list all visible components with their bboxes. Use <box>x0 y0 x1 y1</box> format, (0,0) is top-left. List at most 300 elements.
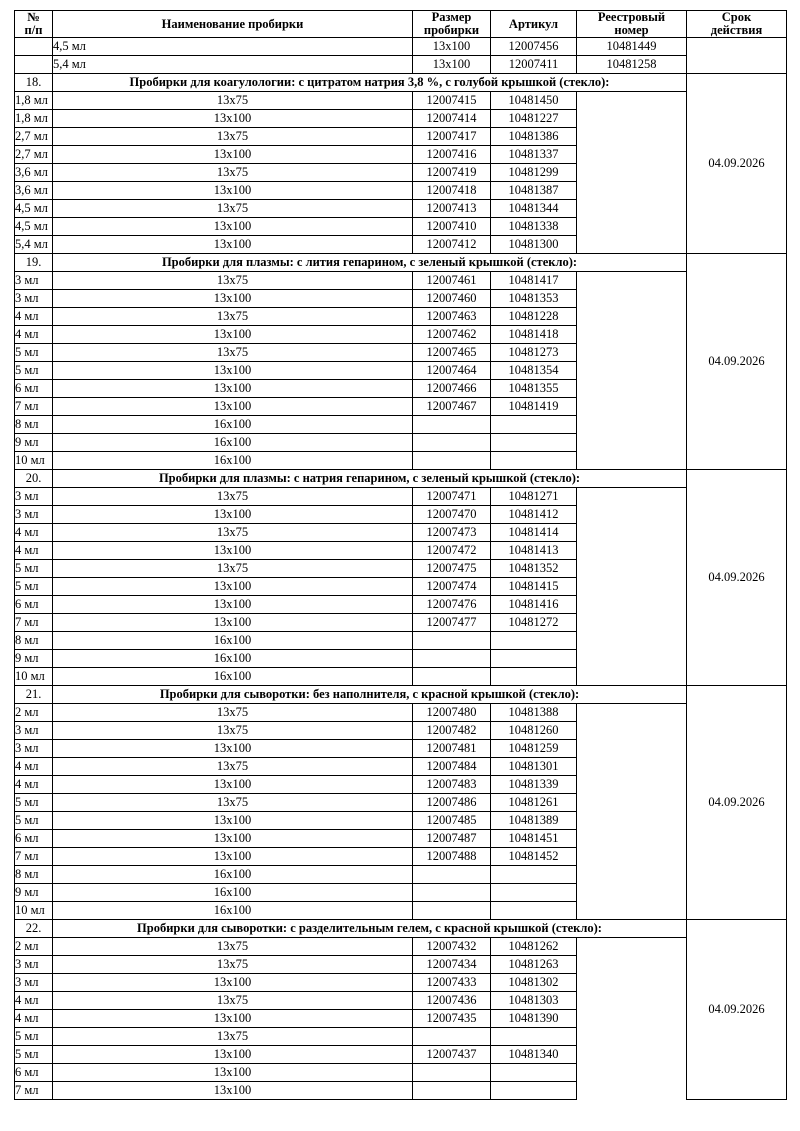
cell-article: 12007470 <box>413 506 491 524</box>
cell-tube-size: 13х75 <box>53 794 413 812</box>
cell-tube-name: 10 мл <box>15 668 53 686</box>
cell-tube-name: 6 мл <box>15 830 53 848</box>
cell-registry-number: 10481340 <box>491 1046 577 1064</box>
cell-tube-name: 5 мл <box>15 578 53 596</box>
section-term: 04.09.2026 <box>687 254 787 470</box>
table-row <box>15 434 787 452</box>
table-row <box>15 812 787 830</box>
cell-tube-size: 13х100 <box>53 236 413 254</box>
cell-tube-size: 16х100 <box>53 902 413 920</box>
column-header-number-line1: № <box>27 10 40 24</box>
table-row <box>15 38 787 56</box>
cell-tube-name: 4 мл <box>15 524 53 542</box>
cell-tube-size: 13х100 <box>53 110 413 128</box>
cell-registry-number: 10481339 <box>491 776 577 794</box>
cell-tube-size: 13х100 <box>53 398 413 416</box>
table-row <box>15 200 787 218</box>
cell-tube-size: 13х75 <box>53 1028 413 1046</box>
cell-term <box>687 38 787 74</box>
row-number <box>15 56 53 74</box>
cell-article: 12007462 <box>413 326 491 344</box>
table-row <box>15 110 787 128</box>
table-row <box>15 1010 787 1028</box>
section-term: 04.09.2026 <box>687 470 787 686</box>
cell-registry-number: 10481389 <box>491 812 577 830</box>
cell-tube-size: 13х100 <box>53 380 413 398</box>
cell-tube-size: 16х100 <box>53 632 413 650</box>
table-row <box>15 632 787 650</box>
cell-article: 12007436 <box>413 992 491 1010</box>
cell-registry-number: 10481353 <box>491 290 577 308</box>
cell-tube-name: 5,4 мл <box>53 56 413 74</box>
cell-registry-number <box>491 1082 577 1100</box>
cell-tube-size: 13х100 <box>413 56 491 74</box>
cell-tube-name: 9 мл <box>15 884 53 902</box>
column-header-number-line2: п/п <box>24 23 43 38</box>
cell-tube-size: 13х75 <box>53 92 413 110</box>
cell-tube-size: 13х100 <box>53 542 413 560</box>
cell-tube-name: 5 мл <box>15 1028 53 1046</box>
cell-article: 12007413 <box>413 200 491 218</box>
cell-registry-number: 10481273 <box>491 344 577 362</box>
cell-tube-name: 5,4 мл <box>15 236 53 254</box>
cell-tube-size: 16х100 <box>53 416 413 434</box>
cell-tube-size: 13х75 <box>53 938 413 956</box>
cell-tube-name: 4,5 мл <box>53 38 413 56</box>
cell-registry-number <box>491 416 577 434</box>
column-header-registry-line1: Реестровый <box>597 10 666 24</box>
cell-tube-name: 4 мл <box>15 776 53 794</box>
section-title: Пробирки для сыворотки: без наполнителя, с красной крышкой (стекло): <box>53 686 687 704</box>
cell-tube-name: 3 мл <box>15 956 53 974</box>
cell-tube-size: 13х100 <box>53 596 413 614</box>
cell-tube-name: 10 мл <box>15 452 53 470</box>
cell-tube-size: 13х100 <box>53 1010 413 1028</box>
cell-tube-size: 13х100 <box>53 326 413 344</box>
table-row <box>15 956 787 974</box>
section-header-row <box>15 74 787 92</box>
cell-tube-size: 13х100 <box>53 146 413 164</box>
cell-article: 12007414 <box>413 110 491 128</box>
cell-registry-number: 10481338 <box>491 218 577 236</box>
cell-tube-name: 2 мл <box>15 704 53 722</box>
cell-tube-size: 16х100 <box>53 434 413 452</box>
table-body <box>15 38 787 1100</box>
cell-tube-size: 13х75 <box>53 560 413 578</box>
cell-tube-name: 6 мл <box>15 596 53 614</box>
cell-article: 12007471 <box>413 488 491 506</box>
section-title: Пробирки для сыворотки: с разделительным гелем, с красной крышкой (стекло): <box>53 920 687 938</box>
table-row <box>15 542 787 560</box>
section-number: 18. <box>15 74 53 92</box>
cell-tube-name: 7 мл <box>15 1082 53 1100</box>
cell-article: 12007477 <box>413 614 491 632</box>
cell-registry-number: 10481452 <box>491 848 577 866</box>
cell-article <box>413 416 491 434</box>
table-row <box>15 650 787 668</box>
cell-article: 12007419 <box>413 164 491 182</box>
table-row <box>15 236 787 254</box>
column-header-registry <box>577 11 687 38</box>
cell-article <box>413 668 491 686</box>
cell-registry-number: 10481300 <box>491 236 577 254</box>
table-row <box>15 902 787 920</box>
cell-tube-size: 13х100 <box>53 1064 413 1082</box>
cell-article: 12007437 <box>413 1046 491 1064</box>
cell-registry-number: 10481417 <box>491 272 577 290</box>
cell-tube-name: 3 мл <box>15 722 53 740</box>
cell-tube-size: 16х100 <box>53 452 413 470</box>
cell-registry-number: 10481258 <box>577 56 687 74</box>
cell-registry-number: 10481415 <box>491 578 577 596</box>
cell-article <box>413 1064 491 1082</box>
cell-tube-name: 3,6 мл <box>15 164 53 182</box>
cell-tube-size: 13х100 <box>53 812 413 830</box>
table-row <box>15 578 787 596</box>
cell-article: 12007433 <box>413 974 491 992</box>
cell-tube-name: 4 мл <box>15 1010 53 1028</box>
table-row <box>15 218 787 236</box>
cell-article <box>413 902 491 920</box>
cell-tube-name: 1,8 мл <box>15 92 53 110</box>
section-term: 04.09.2026 <box>687 686 787 920</box>
cell-article: 12007485 <box>413 812 491 830</box>
header-row <box>15 11 787 38</box>
cell-tube-size: 13х75 <box>53 956 413 974</box>
cell-registry-number: 10481352 <box>491 560 577 578</box>
cell-tube-name: 3 мл <box>15 290 53 308</box>
cell-registry-number: 10481260 <box>491 722 577 740</box>
table-row <box>15 380 787 398</box>
cell-tube-size: 13х75 <box>53 704 413 722</box>
cell-article: 12007435 <box>413 1010 491 1028</box>
table-row <box>15 524 787 542</box>
cell-registry-number: 10481387 <box>491 182 577 200</box>
cell-tube-name: 7 мл <box>15 848 53 866</box>
cell-tube-name: 7 мл <box>15 398 53 416</box>
cell-registry-number: 10481419 <box>491 398 577 416</box>
cell-tube-size: 13х100 <box>53 182 413 200</box>
cell-article: 12007410 <box>413 218 491 236</box>
table-row <box>15 452 787 470</box>
cell-registry-number: 10481355 <box>491 380 577 398</box>
cell-tube-size: 13х100 <box>53 578 413 596</box>
cell-article: 12007488 <box>413 848 491 866</box>
cell-article: 12007456 <box>491 38 577 56</box>
cell-tube-size: 13х100 <box>53 1082 413 1100</box>
cell-tube-name: 10 мл <box>15 902 53 920</box>
cell-registry-number: 10481390 <box>491 1010 577 1028</box>
cell-tube-size: 13х75 <box>53 758 413 776</box>
cell-article <box>413 884 491 902</box>
table-row <box>15 668 787 686</box>
table-row <box>15 848 787 866</box>
table-row <box>15 758 787 776</box>
table-row <box>15 398 787 416</box>
cell-tube-size: 13х100 <box>53 362 413 380</box>
cell-article <box>413 632 491 650</box>
column-header-size-line2: пробирки <box>423 23 480 38</box>
section-number: 19. <box>15 254 53 272</box>
cell-tube-name: 3,6 мл <box>15 182 53 200</box>
cell-article: 12007412 <box>413 236 491 254</box>
cell-registry-number <box>491 434 577 452</box>
cell-tube-name: 4 мл <box>15 758 53 776</box>
cell-tube-name: 8 мл <box>15 632 53 650</box>
cell-registry-number: 10481261 <box>491 794 577 812</box>
cell-registry-number: 10481412 <box>491 506 577 524</box>
cell-tube-size: 13х75 <box>53 272 413 290</box>
table-row <box>15 164 787 182</box>
cell-article: 12007486 <box>413 794 491 812</box>
section-title: Пробирки для плазмы: с лития гепарином, с зеленый крышкой (стекло): <box>53 254 687 272</box>
table-row <box>15 506 787 524</box>
section-header-row <box>15 686 787 704</box>
table-row <box>15 866 787 884</box>
cell-article: 12007481 <box>413 740 491 758</box>
cell-tube-size: 13х75 <box>53 128 413 146</box>
cell-tube-size: 13х100 <box>53 218 413 236</box>
column-header-term <box>687 11 787 38</box>
cell-tube-name: 4,5 мл <box>15 218 53 236</box>
cell-registry-number: 10481228 <box>491 308 577 326</box>
cell-article: 12007484 <box>413 758 491 776</box>
cell-tube-name: 4,5 мл <box>15 200 53 218</box>
table-row <box>15 308 787 326</box>
cell-registry-number <box>491 1064 577 1082</box>
cell-registry-number <box>491 452 577 470</box>
column-header-article: Артикул <box>491 11 577 38</box>
cell-article <box>413 650 491 668</box>
cell-registry-number: 10481337 <box>491 146 577 164</box>
column-header-size-line1: Размер <box>431 10 472 24</box>
cell-tube-name: 3 мл <box>15 740 53 758</box>
cell-article: 12007411 <box>491 56 577 74</box>
cell-tube-name: 2,7 мл <box>15 128 53 146</box>
cell-registry-number <box>491 884 577 902</box>
cell-registry-number: 10481413 <box>491 542 577 560</box>
cell-registry-number: 10481301 <box>491 758 577 776</box>
section-term: 04.09.2026 <box>687 74 787 254</box>
cell-registry-number: 10481299 <box>491 164 577 182</box>
table-row <box>15 1082 787 1100</box>
cell-tube-name: 3 мл <box>15 272 53 290</box>
cell-tube-name: 3 мл <box>15 488 53 506</box>
cell-tube-name: 5 мл <box>15 560 53 578</box>
section-number: 21. <box>15 686 53 704</box>
cell-registry-number: 10481386 <box>491 128 577 146</box>
cell-tube-size: 13х75 <box>53 344 413 362</box>
cell-article: 12007483 <box>413 776 491 794</box>
table-row <box>15 290 787 308</box>
cell-tube-name: 5 мл <box>15 344 53 362</box>
cell-article: 12007464 <box>413 362 491 380</box>
table-row <box>15 992 787 1010</box>
cell-tube-size: 13х75 <box>53 308 413 326</box>
cell-registry-number: 10481450 <box>491 92 577 110</box>
table-row <box>15 344 787 362</box>
cell-registry-number: 10481344 <box>491 200 577 218</box>
cell-article: 12007418 <box>413 182 491 200</box>
table-row <box>15 128 787 146</box>
table-row <box>15 272 787 290</box>
column-header-term-line1: Срок <box>721 10 752 24</box>
cell-registry-number: 10481449 <box>577 38 687 56</box>
table-row <box>15 56 787 74</box>
cell-tube-size: 16х100 <box>53 668 413 686</box>
cell-tube-name: 4 мл <box>15 308 53 326</box>
cell-tube-name: 5 мл <box>15 362 53 380</box>
cell-tube-size: 13х100 <box>53 506 413 524</box>
cell-tube-size: 13х75 <box>53 488 413 506</box>
cell-registry-number <box>491 902 577 920</box>
table-row <box>15 974 787 992</box>
cell-tube-size: 13х75 <box>53 524 413 542</box>
column-header-registry-line2: номер <box>614 23 649 38</box>
cell-article: 12007417 <box>413 128 491 146</box>
cell-tube-name: 6 мл <box>15 1064 53 1082</box>
table-row <box>15 1028 787 1046</box>
cell-tube-name: 2,7 мл <box>15 146 53 164</box>
cell-article: 12007480 <box>413 704 491 722</box>
cell-registry-number <box>491 1028 577 1046</box>
cell-tube-name: 9 мл <box>15 434 53 452</box>
table-row <box>15 830 787 848</box>
section-header-row <box>15 254 787 272</box>
table-row <box>15 1046 787 1064</box>
cell-tube-name: 4 мл <box>15 992 53 1010</box>
column-header-name: Наименование пробирки <box>53 11 413 38</box>
section-title: Пробирки для плазмы: с натрия гепарином, с зеленый крышкой (стекло): <box>53 470 687 488</box>
section-header-row <box>15 470 787 488</box>
cell-article: 12007432 <box>413 938 491 956</box>
cell-article: 12007482 <box>413 722 491 740</box>
cell-registry-number: 10481259 <box>491 740 577 758</box>
cell-article: 12007473 <box>413 524 491 542</box>
cell-tube-size: 13х100 <box>53 830 413 848</box>
section-title: Пробирки для коагулологии: с цитратом натрия 3,8 %, с голубой крышкой (стекло): <box>53 74 687 92</box>
cell-tube-size: 16х100 <box>53 866 413 884</box>
cell-registry-number: 10481354 <box>491 362 577 380</box>
cell-tube-size: 13х75 <box>53 164 413 182</box>
table-row <box>15 740 787 758</box>
table-row <box>15 938 787 956</box>
table-row <box>15 182 787 200</box>
cell-tube-name: 1,8 мл <box>15 110 53 128</box>
table-row <box>15 146 787 164</box>
cell-article <box>413 434 491 452</box>
cell-tube-size: 13х100 <box>53 290 413 308</box>
cell-tube-size: 13х100 <box>53 1046 413 1064</box>
cell-tube-name: 3 мл <box>15 974 53 992</box>
cell-tube-name: 5 мл <box>15 812 53 830</box>
table-row <box>15 884 787 902</box>
cell-registry-number: 10481272 <box>491 614 577 632</box>
cell-article: 12007460 <box>413 290 491 308</box>
column-header-size <box>413 11 491 38</box>
table-header <box>15 11 787 38</box>
cell-article: 12007416 <box>413 146 491 164</box>
cell-registry-number: 10481418 <box>491 326 577 344</box>
cell-registry-number: 10481302 <box>491 974 577 992</box>
column-header-term-line2: действия <box>710 23 763 38</box>
column-header-number <box>15 11 53 38</box>
tubes-registry-table <box>14 10 787 1100</box>
cell-registry-number <box>491 866 577 884</box>
cell-tube-name: 7 мл <box>15 614 53 632</box>
cell-tube-size: 13х75 <box>53 200 413 218</box>
cell-registry-number: 10481416 <box>491 596 577 614</box>
cell-article: 12007465 <box>413 344 491 362</box>
cell-registry-number: 10481303 <box>491 992 577 1010</box>
row-number <box>15 38 53 56</box>
cell-tube-size: 16х100 <box>53 650 413 668</box>
cell-tube-size: 13х100 <box>53 776 413 794</box>
table-row <box>15 560 787 578</box>
cell-tube-size: 13х75 <box>53 722 413 740</box>
table-row <box>15 614 787 632</box>
cell-registry-number <box>491 650 577 668</box>
cell-article: 12007487 <box>413 830 491 848</box>
cell-registry-number: 10481263 <box>491 956 577 974</box>
cell-article: 12007434 <box>413 956 491 974</box>
table-row <box>15 704 787 722</box>
table-row <box>15 416 787 434</box>
cell-article <box>413 452 491 470</box>
cell-tube-name: 2 мл <box>15 938 53 956</box>
section-term: 04.09.2026 <box>687 920 787 1100</box>
cell-article: 12007475 <box>413 560 491 578</box>
cell-article: 12007415 <box>413 92 491 110</box>
cell-article: 12007467 <box>413 398 491 416</box>
cell-registry-number: 10481271 <box>491 488 577 506</box>
cell-tube-name: 8 мл <box>15 416 53 434</box>
cell-tube-name: 9 мл <box>15 650 53 668</box>
cell-tube-size: 13х100 <box>53 848 413 866</box>
cell-tube-size: 13х100 <box>53 974 413 992</box>
cell-tube-size: 13х75 <box>53 992 413 1010</box>
cell-tube-name: 5 мл <box>15 1046 53 1064</box>
cell-tube-name: 4 мл <box>15 542 53 560</box>
cell-article: 12007463 <box>413 308 491 326</box>
table-row <box>15 1064 787 1082</box>
cell-tube-name: 3 мл <box>15 506 53 524</box>
cell-registry-number <box>491 632 577 650</box>
cell-article: 12007461 <box>413 272 491 290</box>
table-row <box>15 722 787 740</box>
cell-registry-number <box>491 668 577 686</box>
cell-tube-name: 8 мл <box>15 866 53 884</box>
cell-registry-number: 10481262 <box>491 938 577 956</box>
section-number: 20. <box>15 470 53 488</box>
cell-article <box>413 1082 491 1100</box>
cell-tube-size: 13х100 <box>53 740 413 758</box>
table-row <box>15 488 787 506</box>
cell-article <box>413 1028 491 1046</box>
cell-tube-name: 4 мл <box>15 326 53 344</box>
cell-registry-number: 10481451 <box>491 830 577 848</box>
cell-article: 12007474 <box>413 578 491 596</box>
cell-tube-size: 16х100 <box>53 884 413 902</box>
table-row <box>15 776 787 794</box>
cell-article: 12007476 <box>413 596 491 614</box>
cell-tube-name: 6 мл <box>15 380 53 398</box>
cell-registry-number: 10481227 <box>491 110 577 128</box>
section-number: 22. <box>15 920 53 938</box>
table-row <box>15 596 787 614</box>
section-header-row <box>15 920 787 938</box>
cell-tube-name: 5 мл <box>15 794 53 812</box>
